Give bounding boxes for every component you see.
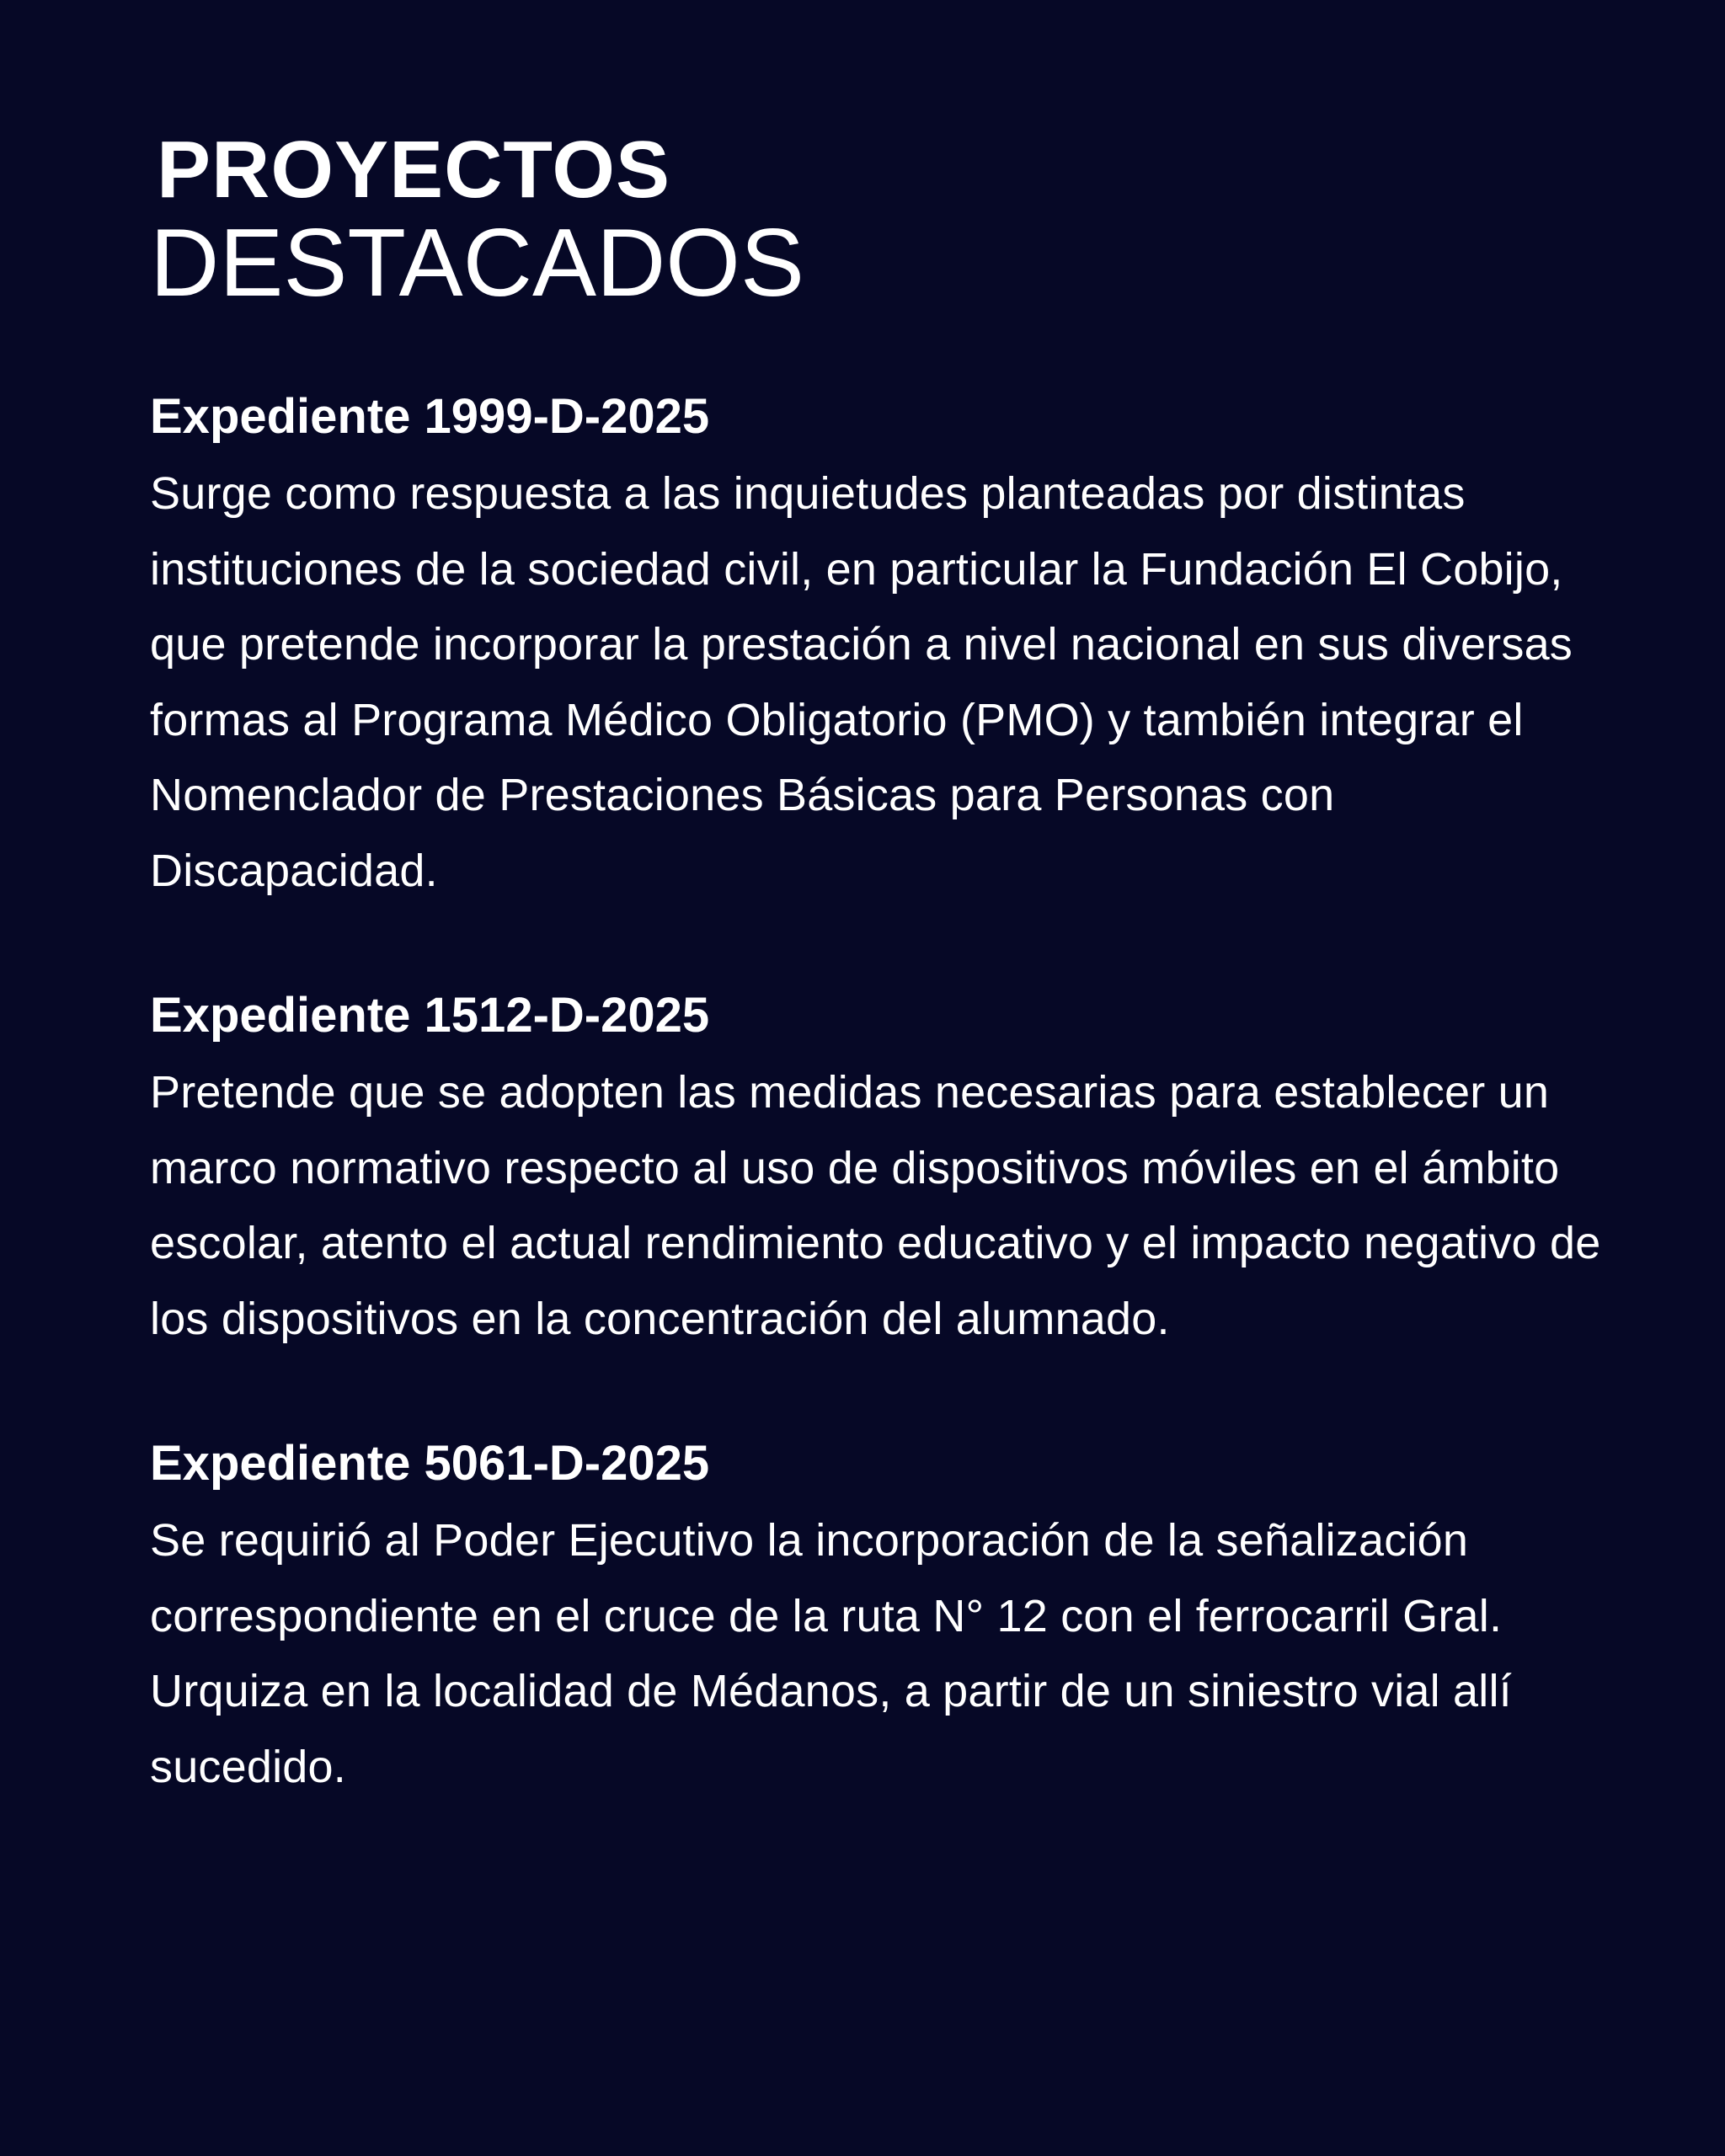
project-heading: Expediente 1999-D-2025 <box>150 389 710 444</box>
project-heading: Expediente 5061-D-2025 <box>150 1436 710 1491</box>
page-title-line1: PROYECTOS <box>157 125 671 215</box>
page-content <box>150 126 1624 1881</box>
list-item <box>150 386 1624 909</box>
list-item <box>150 1433 1624 1805</box>
projects-list <box>150 386 1624 1805</box>
project-description: Se requirió al Poder Ejecutivo la incorporación de la señalización correspondiente en el cruce de la ruta N° 12 con el ferrocarril Gral. Urquiza en la localidad de Médanos, a partir de un siniestro vial allí sucedido. <box>150 1515 1512 1792</box>
project-description: Pretende que se adopten las medidas necesarias para establecer un marco normativo respecto al uso de dispositivos móviles en el ámbito escolar, atento el actual rendimiento educativo y el impacto negativo de los dispositivos en la concentración del alumnado. <box>150 1067 1601 1344</box>
page-title-line2: DESTACADOS <box>150 210 805 317</box>
list-item <box>150 985 1624 1357</box>
project-description: Surge como respuesta a las inquietudes planteadas por distintas instituciones de la sociedad civil, en particular la Fundación El Cobijo, que pretende incorporar la prestación a nivel nacional en sus diversas formas al Programa Médico Obligatorio (PMO) y también integrar el Nomenclador de Prestaciones Básicas para Personas con Discapacidad. <box>150 468 1573 896</box>
project-heading: Expediente 1512-D-2025 <box>150 988 710 1043</box>
